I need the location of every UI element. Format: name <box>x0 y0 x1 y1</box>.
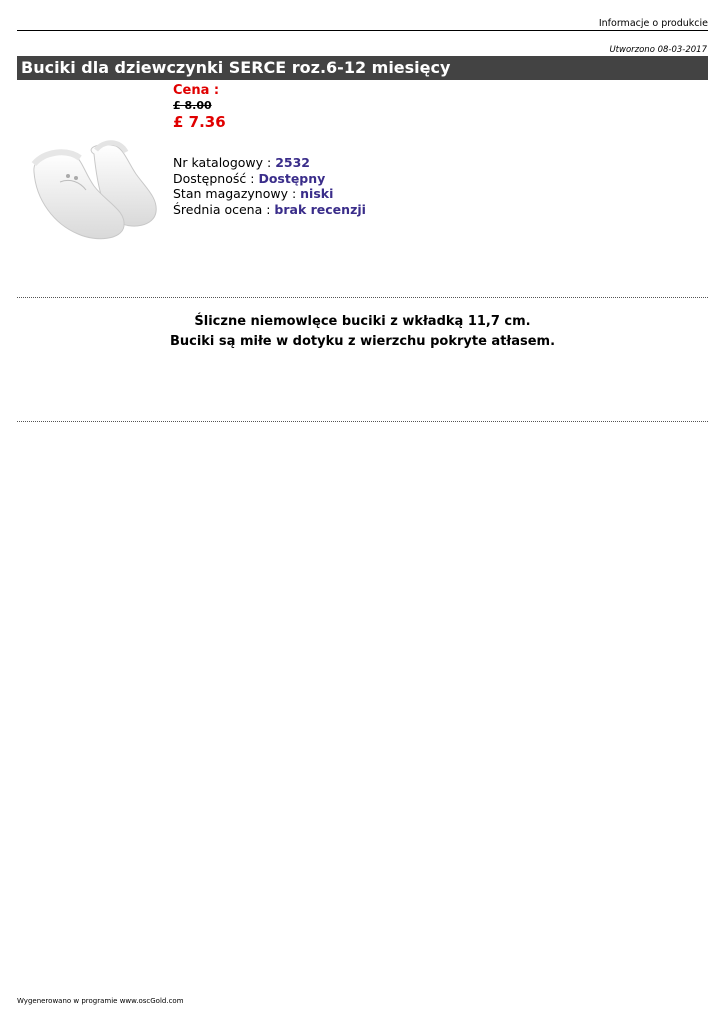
detail-value: Dostępny <box>258 170 326 186</box>
price-label: Cena : <box>173 83 220 98</box>
separator-top <box>17 297 708 298</box>
product-description <box>17 312 708 352</box>
product-details <box>173 155 366 217</box>
baby-shoes-image <box>24 92 164 282</box>
section-label: Informacje o produkcie <box>598 18 708 29</box>
product-info <box>173 83 366 217</box>
description-line: Śliczne niemowlęce buciki z wkładką 11,7 cm. <box>194 314 531 329</box>
detail-value: brak recenzji <box>274 201 366 217</box>
detail-row-rating <box>173 202 366 218</box>
detail-label: Dostępność : <box>173 170 255 186</box>
footer-text: Wygenerowano w programie www.oscGold.com <box>17 997 184 1005</box>
detail-label: Średnia ocena : <box>173 201 271 217</box>
product-image <box>24 92 164 282</box>
detail-label: Stan magazynowy : <box>173 186 297 201</box>
created-date: Utworzono 08-03-2017 <box>609 45 707 55</box>
header-divider <box>17 30 708 31</box>
description-line: Buciki są miłe w dotyku z wierzchu pokryte atłasem. <box>169 334 556 349</box>
price-new: £ 7.36 <box>173 113 226 131</box>
detail-value: 2532 <box>275 155 310 170</box>
detail-row-availability <box>173 171 366 187</box>
detail-label: Nr katalogowy : <box>173 155 272 170</box>
detail-value: niski <box>300 186 334 201</box>
product-title: Buciki dla dziewczynki SERCE roz.6-12 miesięcy <box>17 56 708 80</box>
price-old: £ 8.00 <box>173 99 212 112</box>
detail-row-stock <box>173 186 366 202</box>
separator-bottom <box>17 421 708 422</box>
detail-row-catalog <box>173 155 366 171</box>
